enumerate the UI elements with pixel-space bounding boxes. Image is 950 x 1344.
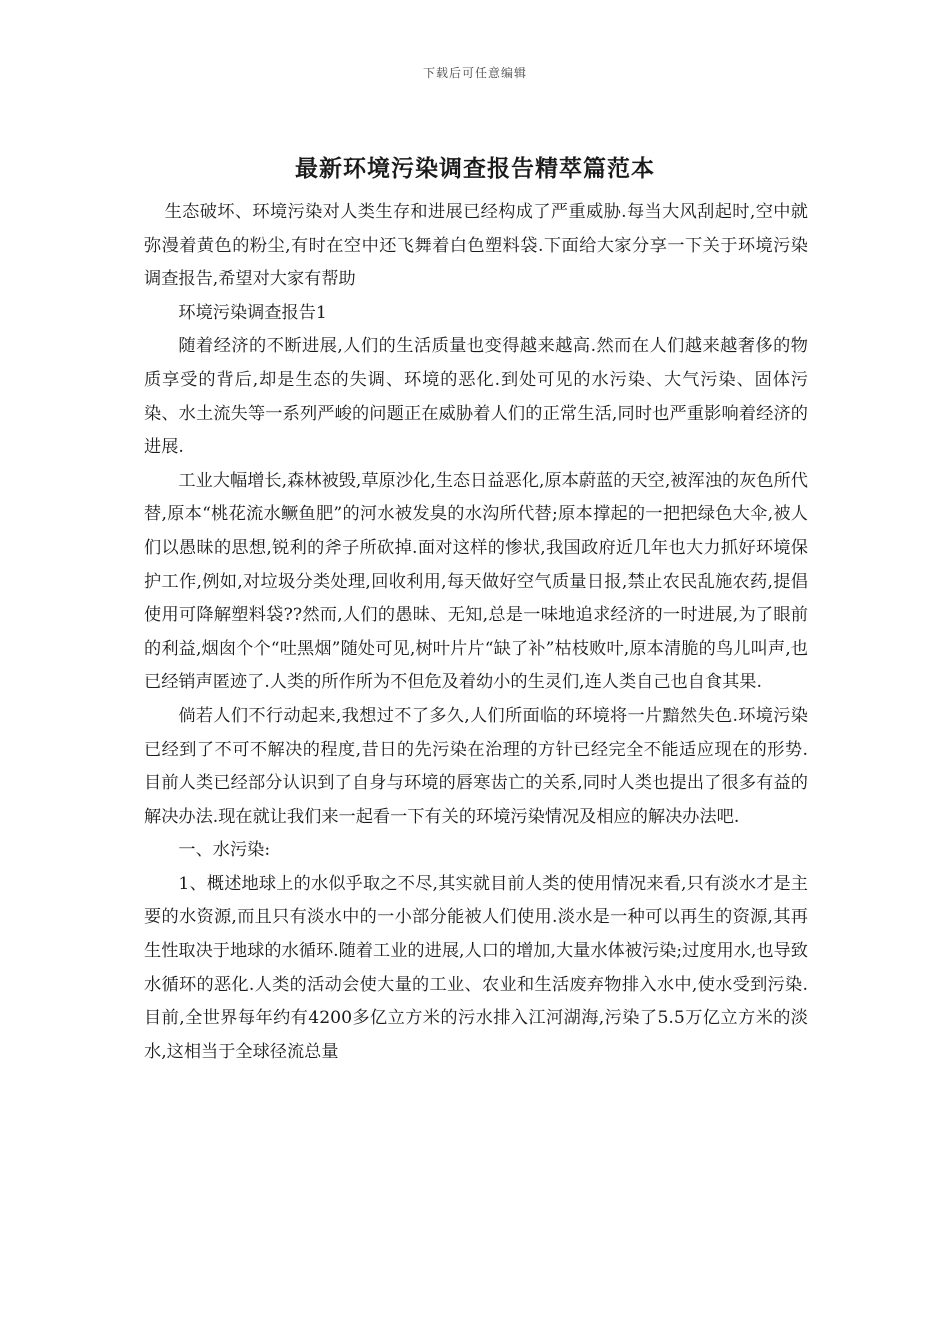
paragraph: 随着经济的不断进展,人们的生活质量也变得越来越高.然而在人们越来越奢侈的物质享受的背后,却是生态的失调、环境的恶化.到处可见的水污染、大气污染、固体污染、水土流失等一系列严峻的问题正在威胁着人们的正常生活,同时也严重影响着经济的进展. — [144, 336, 808, 458]
paragraph: 倘若人们不行动起来,我想过不了多久,人们所面临的环境将一片黯然失色.环境污染已经到了不可不解决的程度,昔日的先污染在治理的方针已经完全不能适应现在的形势.目前人类已经部分认识到了自身与环境的唇寒齿亡的关系,同时人类也提出了很多有益的解决办法.现在就让我们来一起看一下有关的环境污染情况及相应的解决办法吧. — [144, 705, 808, 827]
section-heading-water-pollution: 一、水污染: — [178, 840, 271, 861]
document-body — [144, 196, 808, 1069]
paragraph-intro: 生态破坏、环境污染对人类生存和进展已经构成了严重威胁.每当大风刮起时,空中就弥漫着黄色的粉尘,有时在空中还飞舞着白色塑料袋.下面给大家分享一下关于环境污染调查报告,希望对大家有帮助 — [144, 202, 808, 290]
section-heading-report-1: 环境污染调查报告1 — [178, 302, 327, 323]
document-title: 最新环境污染调查报告精萃篇范本 — [295, 155, 655, 182]
paragraph: 工业大幅增长,森林被毁,草原沙化,生态日益恶化,原本蔚蓝的天空,被浑浊的灰色所代替,原本“桃花流水鳜鱼肥”的河水被发臭的水沟所代替;原本撑起的一把把绿色大伞,被人们以愚昧的思想,锐利的斧子所砍掉.面对这样的惨状,我国政府近几年也大力抓好环境保护工作,例如,对垃圾分类处理,回收利用,每天做好空气质量日报,禁止农民乱施农药,提倡使用可降解塑料袋??然而,人们的愚昧、无知,总是一味地追求经济的一时进展,为了眼前的利益,烟囱个个“吐黑烟”随处可见,树叶片片“缺了补”枯枝败叶,原本清脆的鸟儿叫声,也已经销声匿迹了.人类的所作所为不但危及着幼小的生灵们,连人类自己也自食其果. — [144, 470, 808, 693]
paragraph: 1、概述地球上的水似乎取之不尽,其实就目前人类的使用情况来看,只有淡水才是主要的水资源,而且只有淡水中的一小部分能被人们使用.淡水是一种可以再生的资源,其再生性取决于地球的水循环.随着工业的进展,人口的增加,大量水体被污染;过度用水,也导致水循环的恶化.人类的活动会使大量的工业、农业和生活废弃物排入水中,使水受到污染.目前,全世界每年约有4200多亿立方米的污水排入江河湖海,污染了5.5万亿立方米的淡水,这相当于全球径流总量 — [144, 873, 808, 1062]
header-note: 下载后可任意编辑 — [422, 66, 527, 80]
